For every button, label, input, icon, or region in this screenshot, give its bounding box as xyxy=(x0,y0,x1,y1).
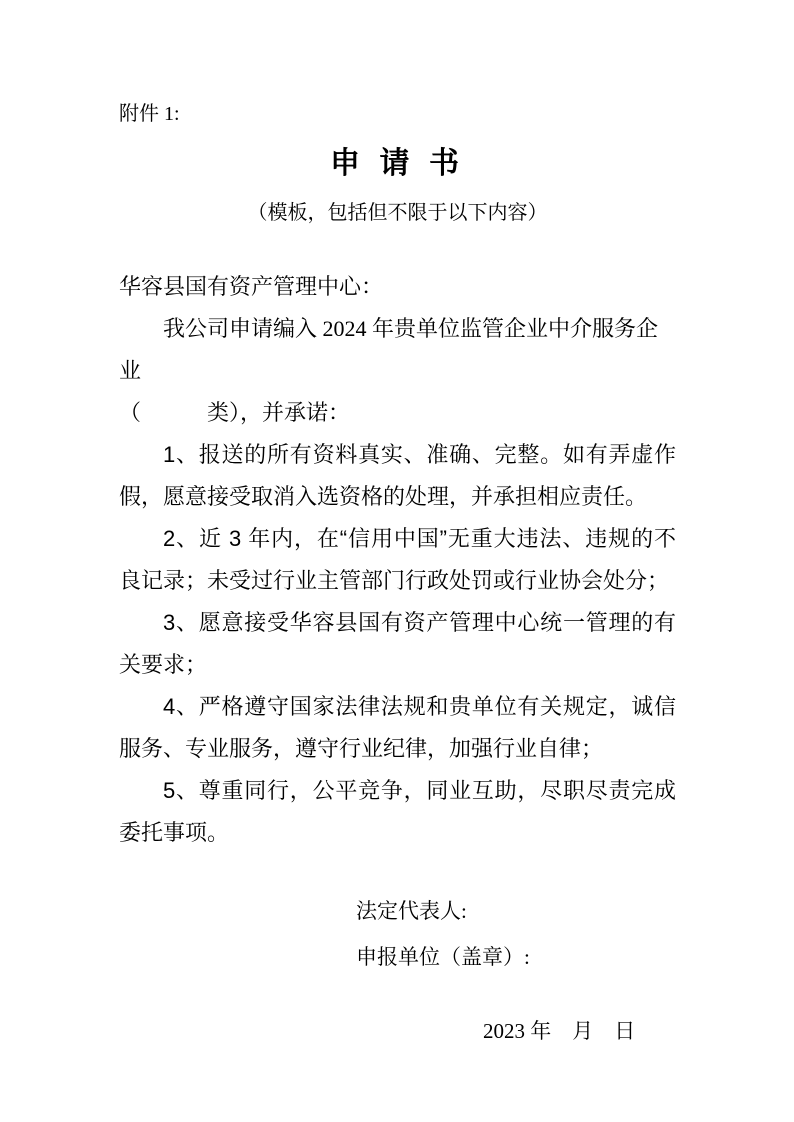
legal-representative-line: 法定代表人: xyxy=(356,899,467,923)
signature-block xyxy=(356,888,676,980)
commitment-item-5: 5、尊重同行，公平竞争，同业互助，尽职尽责完成委托事项。 xyxy=(119,778,676,845)
commitment-item-4: 4、严格遵守国家法律法规和贵单位有关规定，诚信服务、专业服务，遵守行业纪律，加强行业自律； xyxy=(119,694,676,761)
commitment-item-3: 3、愿意接受华容县国有资产管理中心统一管理的有关要求； xyxy=(119,610,676,677)
document-body xyxy=(119,266,676,854)
attachment-label: 附件 1: xyxy=(119,103,180,125)
salutation: 华容县国有资产管理中心： xyxy=(119,274,384,299)
applicant-unit-line: 申报单位（盖章）: xyxy=(356,945,530,969)
date-line: 2023 年 月 日 xyxy=(483,1019,636,1043)
commitment-item-2: 2、近 3 年内，在“信用中国”无重大违法、违规的不良记录；未受过行业主管部门行政处罚或行业协会处分； xyxy=(119,526,676,593)
opening-line-2: （ 类），并承诺： xyxy=(119,400,351,425)
opening-line-1: 我公司申请编入 2024 年贵单位监管企业中介服务企业 xyxy=(119,316,659,383)
document-subtitle: （模板，包括但不限于以下内容） xyxy=(247,202,548,224)
commitment-item-1: 1、报送的所有资料真实、准确、完整。如有弄虚作假，愿意接受取消入选资格的处理，并承担相应责任。 xyxy=(119,442,676,509)
document-title: 申 请 书 xyxy=(330,147,465,180)
